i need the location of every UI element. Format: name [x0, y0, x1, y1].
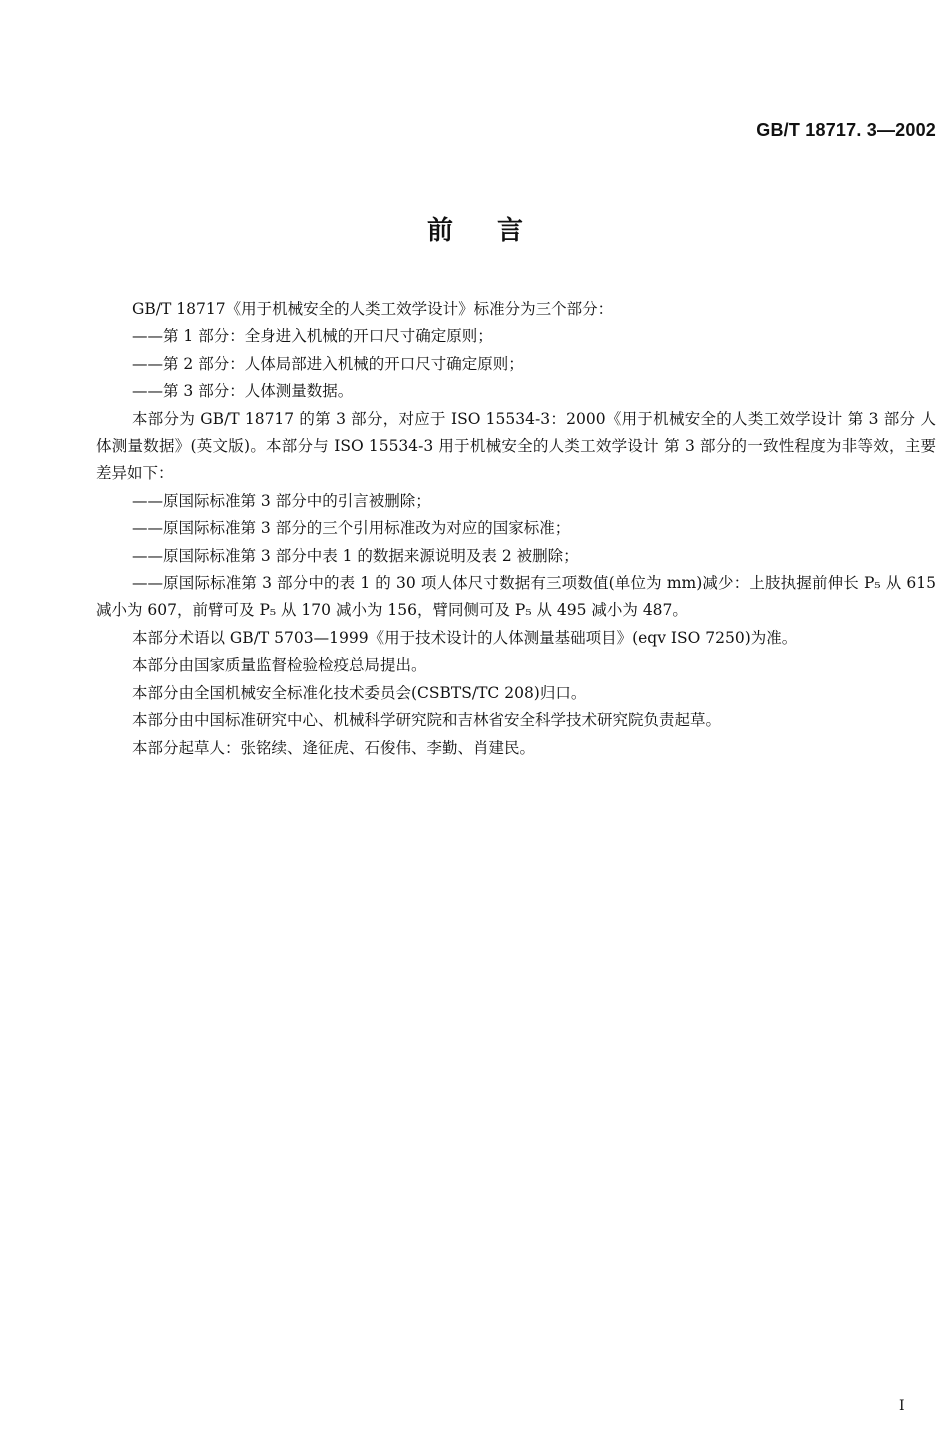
- paragraph: 本部分由全国机械安全标准化技术委员会(CSBTS/TC 208)归口。: [132, 683, 587, 702]
- paragraph: 本部分由国家质量监督检验检疫总局提出。: [132, 656, 427, 675]
- list-item: ——第 2 部分：人体局部进入机械的开口尺寸确定原则；: [132, 354, 524, 373]
- list-item: ——原国际标准第 3 部分中表 1 的数据来源说明及表 2 被删除；: [132, 546, 579, 565]
- list-item: ——原国际标准第 3 部分中的引言被删除；: [132, 491, 431, 510]
- list-item: ——第 3 部分：人体测量数据。: [132, 382, 354, 401]
- page-title: 前言: [426, 216, 567, 246]
- paragraph: GB/T 18717《用于机械安全的人类工效学设计》标准分为三个部分：: [132, 300, 614, 318]
- foreword-body: [96, 296, 936, 762]
- standard-code: GB/T 18717. 3—2002: [756, 120, 936, 140]
- list-item: ——原国际标准第 3 部分的三个引用标准改为对应的国家标准；: [132, 519, 571, 538]
- paragraph: 本部分起草人：张铭续、逄征虎、石俊伟、李勤、肖建民。: [132, 738, 536, 757]
- paragraph: 本部分术语以 GB/T 5703—1999《用于技术设计的人体测量基础项目》(eqv ISO 7250)为准。: [132, 628, 798, 647]
- paragraph: 本部分由中国标准研究中心、机械科学研究院和吉林省安全科学技术研究院负责起草。: [132, 711, 722, 730]
- paragraph: 本部分为 GB/T 18717 的第 3 部分，对应于 ISO 15534-3：2000《用于机械安全的人类工效学设计 第 3 部分 人体测量数据》(英文版)。本部分与 ISO 15534-3 用于机械安全的人类工效学设计 第 3 部分的一致性程度为非等效，主要差异如下：: [96, 409, 936, 483]
- list-item: ——原国际标准第 3 部分中的表 1 的 30 项人体尺寸数据有三项数值(单位为 mm)减少：上肢执握前伸长 P₅ 从 615 减小为 607，前臂可及 P₅ 从 170 减小为 156，臂同侧可及 P₅ 从 495 减小为 487。: [96, 574, 936, 620]
- list-item: ——第 1 部分：全身进入机械的开口尺寸确定原则；: [132, 327, 493, 346]
- page-number: I: [899, 1398, 905, 1414]
